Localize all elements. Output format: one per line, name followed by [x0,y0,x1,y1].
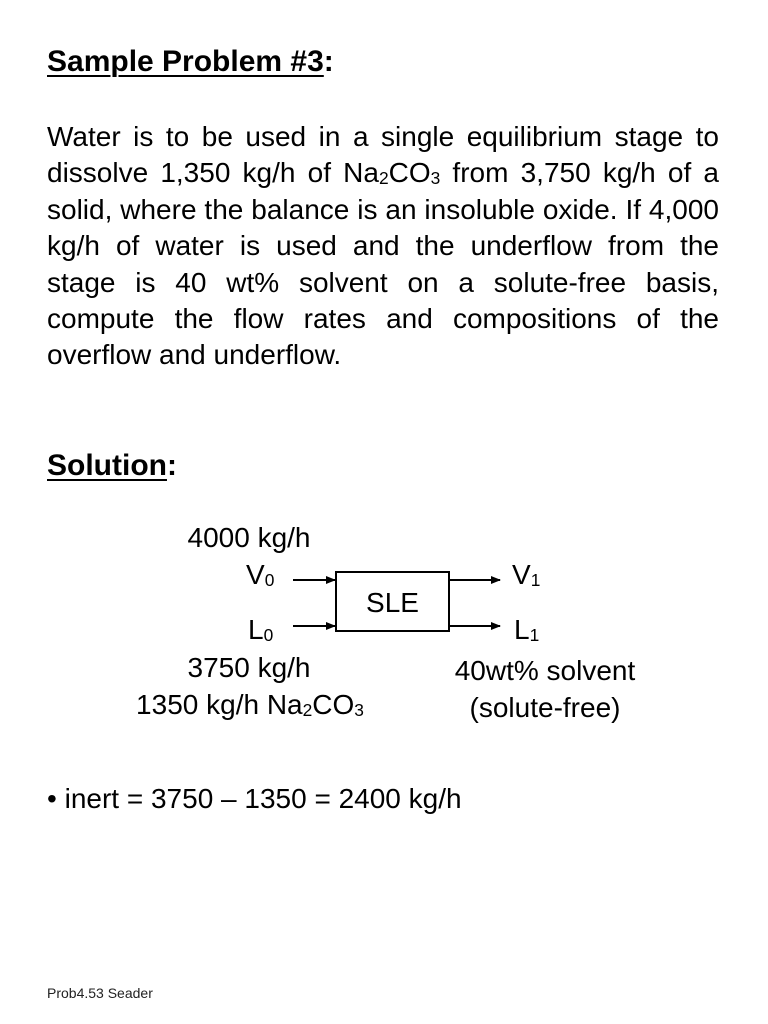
inert-calculation-text: inert = 3750 – 1350 = 2400 kg/h [56,783,462,814]
solution-text: Solution [47,449,167,482]
stream-l0-label [248,614,273,646]
stream-v1-letter: V [512,559,531,590]
source-reference: Prob4.53 Seader [47,985,153,1001]
sle-stage-label: SLE [366,587,419,618]
title-text: Sample Problem #3 [47,45,324,78]
underflow-spec-line2: (solute-free) [469,692,621,723]
solution-heading [47,448,177,484]
stream-v0-letter: V [246,559,265,590]
stream-l1-sub: 1 [529,625,540,646]
inert-calculation [47,782,462,816]
problem-text-part2: CO [388,157,431,189]
stream-v0-label [246,559,274,591]
problem-sub1: 2 [378,168,389,189]
stream-v1-sub: 1 [530,570,541,591]
feed-solute-mid: CO [312,689,355,720]
feed-solute-prefix: 1350 kg/h Na [136,689,303,720]
stream-l0-letter: L [248,614,264,645]
feed-solute-rate [136,689,364,721]
feed-solute-sub2: 3 [354,700,364,721]
problem-text-part3: from 3,750 kg/h of a solid, where the balance is an insoluble oxide. If 4,000 kg/h of water is used and the underflow from the stage is 40 wt% solvent on a solute-free basis, compute the flow rates and compositions of the overflow and underflow. [47,157,719,371]
problem-statement [47,119,719,374]
problem-sub2: 3 [430,168,441,189]
stream-l1-label [514,614,539,646]
solution-colon: : [166,449,177,482]
underflow-spec-line1: 40wt% solvent [454,655,636,686]
feed-solute-sub1: 2 [302,700,313,721]
stream-v1-label [512,559,540,591]
feed-solid-rate: 3750 kg/h [187,652,311,683]
page-title [47,44,334,80]
stream-v0-sub: 0 [264,570,275,591]
bullet-marker: • [47,783,57,814]
sle-stage-box [335,571,450,632]
stream-l0-sub: 0 [263,625,274,646]
feed-water-rate: 4000 kg/h [187,522,311,553]
problem-text-part1: Water is to be used in a single equilibrium stage to dissolve 1,350 kg/h of Na [47,121,719,189]
title-colon: : [323,45,334,78]
stream-l1-letter: L [514,614,530,645]
